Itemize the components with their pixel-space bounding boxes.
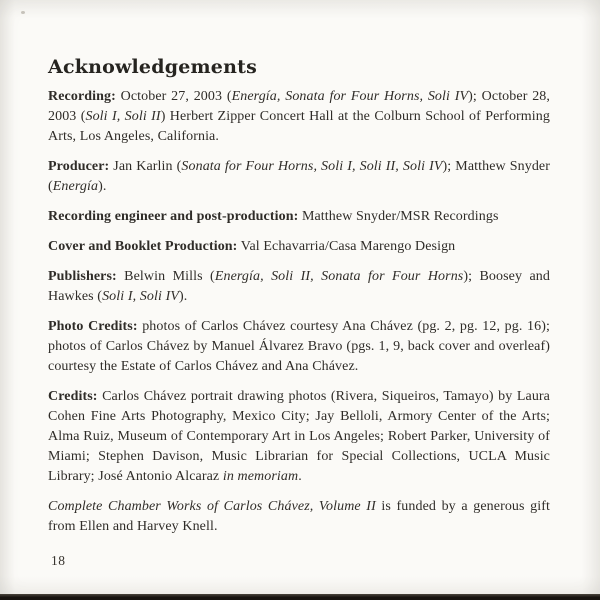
- paragraph-credits: [48, 387, 550, 487]
- text-run: Matthew Snyder/MSR Recordings: [298, 209, 499, 224]
- paragraph-photo-credits: [48, 317, 550, 377]
- paragraph-cover-booklet-production: [48, 237, 550, 257]
- paragraph-producer: [48, 157, 550, 197]
- text-run: Credits:: [48, 389, 98, 404]
- text-run: Energía, Sonata for Four Horns, Soli IV: [231, 89, 469, 104]
- text-run: Cover and Booklet Production:: [48, 239, 238, 254]
- text-run: Val Echavarria/Casa Marengo Design: [237, 239, 456, 254]
- text-run: Carlos Chávez portrait drawing photos (Rivera, Siqueiros, Tamayo) by Laura Cohen Fine Arts Photography, Mexico City; Jay Belloli, Armory Center of the Arts; Alma Ruiz, Museum of Contemporary Art in Los Angeles; Robert Parker, University of Miami; Stephen Davison, Music Librarian for Special Collections, UCLA Music Library; José Antonio Alcaraz: [48, 389, 550, 484]
- text-run: in memoriam: [222, 469, 299, 484]
- paragraph-funding: [48, 497, 550, 537]
- text-run: ) Herbert Zipper Concert Hall at the Colburn School of Performing Arts, Los Angeles, California.: [48, 109, 550, 144]
- text-run: October 27, 2003 (: [115, 89, 232, 104]
- paragraph-publishers: [48, 267, 550, 307]
- text-run: Recording engineer and post-production:: [48, 209, 299, 224]
- paragraph-recording-engineer: [48, 207, 550, 227]
- text-run: .: [298, 469, 302, 484]
- paragraph-recording: [48, 87, 550, 147]
- text-run: is funded by a generous gift from Ellen and Harvey Knell.: [48, 499, 550, 534]
- text-run: Recording:: [48, 89, 116, 104]
- acknowledgements-section: [48, 56, 550, 547]
- text-run: ).: [179, 289, 188, 304]
- text-run: Energía: [52, 179, 99, 194]
- text-run: ); October 28, 2003 (: [48, 89, 550, 124]
- text-run: Jan Karlin (: [109, 159, 182, 174]
- text-run: Belwin Mills (: [116, 269, 215, 284]
- acknowledgements-body: [48, 87, 550, 537]
- text-run: ).: [98, 179, 107, 194]
- text-run: Producer:: [48, 159, 110, 174]
- text-run: ); Matthew Snyder (: [48, 159, 551, 194]
- page-number: 18: [51, 553, 66, 568]
- text-run: Soli I, Soli IV: [102, 289, 179, 304]
- text-run: photos of Carlos Chávez courtesy Ana Chávez (pg. 2, pg. 12, pg. 16); photos of Carlos Chávez by Manuel Álvarez Bravo (pgs. 1, 9, back cover and overleaf) courtesy the Estate of Carlos Chávez and Ana Chávez.: [48, 319, 550, 374]
- text-run: Energía, Soli II, Sonata for Four Horns: [214, 269, 464, 284]
- text-run: Publishers:: [48, 269, 117, 284]
- bottom-scan-bar: [0, 594, 600, 600]
- text-run: Soli I, Soli II: [85, 109, 161, 124]
- text-run: Sonata for Four Horns, Soli I, Soli II, Soli IV: [181, 159, 443, 174]
- scan-speck: [21, 11, 25, 14]
- text-run: ); Boosey and Hawkes (: [48, 269, 550, 304]
- page-title: Acknowledgements: [48, 56, 257, 78]
- text-run: Photo Credits:: [48, 319, 138, 334]
- text-run: Complete Chamber Works of Carlos Chávez, Volume II: [48, 499, 376, 514]
